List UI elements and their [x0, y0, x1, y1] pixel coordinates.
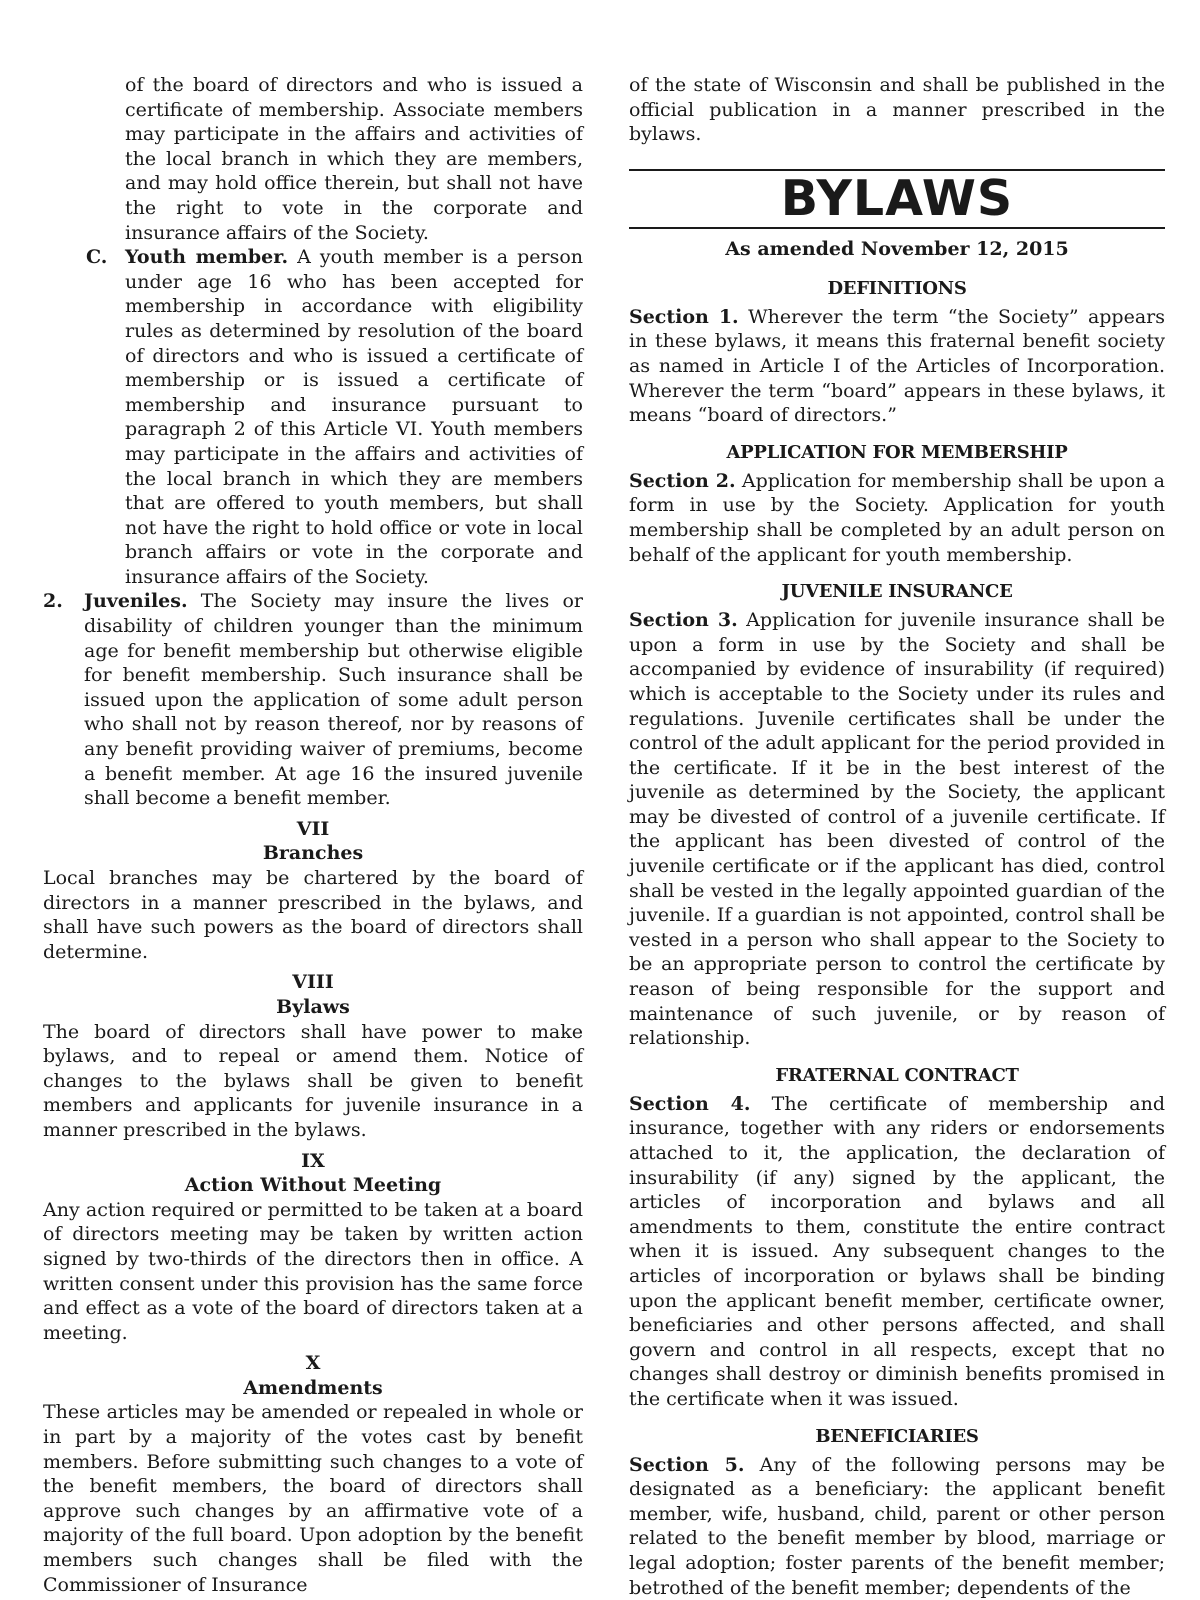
section-label: Section 1. — [629, 305, 739, 328]
item-label: 2. — [43, 590, 63, 613]
article-number: VIII — [292, 971, 334, 994]
article-number: VII — [296, 817, 330, 840]
section-paragraph — [629, 1092, 1165, 1412]
title-rule-bottom — [629, 227, 1165, 229]
section-heading: JUVENILE INSURANCE — [781, 581, 1013, 603]
item-label: C. — [86, 246, 108, 269]
article-title: Branches — [262, 842, 364, 865]
section-paragraph — [629, 1453, 1165, 1600]
section-label: Section 4. — [629, 1092, 751, 1115]
article-text: These articles may be amended or repealed in whole or in part by a majority of the votes cast by benefit members. Before submitting such changes to a vote of the benefit members, the board of directors shall approve such changes by an affirmative vote of a majority of the full board. Upon adoption by the benefit members such changes shall be filed with the Commissioner of Insurance — [43, 1401, 583, 1596]
item-title: Juveniles. — [84, 590, 188, 613]
section-paragraph — [629, 469, 1165, 567]
article-title: Bylaws — [276, 995, 350, 1018]
section-label: Section 5. — [629, 1453, 745, 1476]
section-label: Section 3. — [629, 609, 738, 632]
section-text: Application for juvenile insurance shall be upon a form in use by the Society and shall be accompanied by evidence of insurability (if required) which is acceptable to the Society under its rules and regulations. Juvenile certificates shall be under the control of the adult applicant for the period provided in the certificate. If it be in the best interest of the juvenile as determined by the Society, the applicant may be divested of control of a juvenile certificate. If the applicant has been divested of control of the juvenile certificate or if the applicant has died, control shall be vested in the legally appointed guardian of the juvenile. If a guardian is not appointed, control shall be vested in a person who shall appear to the Society to be an appropriate person to control the certificate by reason of being responsible for the support and maintenance of such juvenile, or by reason of relationship. — [629, 609, 1166, 1050]
associate-member-continuation: of the board of directors and who is issued a certificate of membership. Associate members may participate in the affairs and activities of the local branch in which they are members, and may hold office therein, but shall not have the right to vote in the corporate and insurance affairs of the Society. — [125, 74, 583, 244]
section-paragraph — [629, 608, 1165, 1051]
article-number: IX — [301, 1149, 325, 1172]
section-paragraph — [629, 305, 1165, 428]
section-text: Application for membership shall be upon a form in use by the Society. Application for youth membership shall be completed by an adult person on behalf of the applicant for youth membership. — [629, 469, 1165, 566]
article-text: Any action required or permitted to be taken at a board of directors meeting may be taken by written action signed by two-thirds of the directors then in office. A written consent under this provision has the same force and effect as a vote of the board of directors taken at a meeting. — [43, 1198, 583, 1344]
left-column — [43, 73, 583, 1597]
section-heading: DEFINITIONS — [827, 277, 967, 299]
section-text: Any of the following persons may be designated as a beneficiary: the applicant benefit member, wife, husband, child, parent or other person related to the benefit member by blood, marriage or legal adoption; foster parents of the benefit member; betrothed of the benefit member; dependents of the — [629, 1453, 1166, 1599]
item-text: The Society may insure the lives or disability of children younger than the minimum age for benefit membership but otherwise eligible for benefit membership. Such insurance shall be issued upon the application of some adult person who shall not by reason thereof, nor by reasons of any benefit providing waiver of premiums, become a benefit member. At age 16 the insured juvenile shall become a benefit member. — [84, 590, 583, 810]
section-heading: BENEFICIARIES — [815, 1425, 979, 1447]
bylaws-title: BYLAWS — [780, 169, 1014, 227]
youth-member-paragraph — [43, 245, 583, 589]
section-heading: FRATERNAL CONTRACT — [775, 1064, 1019, 1086]
section-heading: APPLICATION FOR MEMBERSHIP — [726, 441, 1068, 463]
section-text: Wherever the term “the Society” appears in these bylaws, it means this fraternal benefit society as named in Article I of the Articles of Incorporation. Wherever the term “board” appears in these bylaws, it means “board of directors.” — [629, 305, 1165, 427]
article-text: The board of directors shall have power to make bylaws, and to repeal or amend them. Notice of changes to the bylaws shall be given to benefit members and applicants for juvenile insurance in a manner prescribed in the bylaws. — [43, 1020, 583, 1141]
articles-continuation: of the state of Wisconsin and shall be published in the official publication in a manner prescribed in the bylaws. — [629, 74, 1165, 146]
amended-date: As amended November 12, 2015 — [725, 237, 1069, 260]
section-label: Section 2. — [629, 469, 736, 492]
item-text: A youth member is a person under age 16 who has been accepted for membership in accordance with eligibility rules as determined by resolution of the board of directors and who is issued a certificate of membership or is issued a certificate of membership and insurance pursuant to paragraph 2 of this Article VI. Youth members may participate in the affairs and activities of the local branch in which they are members that are offered to youth members, but shall not have the right to hold office or vote in local branch affairs or vote in the corporate and insurance affairs of the Society. — [125, 246, 584, 588]
article-text: Local branches may be chartered by the board of directors in a manner prescribed in the bylaws, and shall have such powers as the board of directors shall determine. — [43, 867, 583, 963]
article-title: Action Without Meeting — [184, 1174, 442, 1197]
right-column — [629, 73, 1165, 1600]
article-title: Amendments — [243, 1376, 383, 1399]
item-title: Youth member. — [125, 246, 289, 269]
article-number: X — [305, 1352, 321, 1375]
juveniles-paragraph — [43, 589, 583, 810]
section-text: The certificate of membership and insurance, together with any riders or endorsements attached to it, the application, the declaration of insurability (if any) signed by the applicant, the articles of incorporation and bylaws and all amendments to them, constitute the entire contract when it is issued. Any subsequent changes to the articles of incorporation or bylaws shall be binding upon the applicant benefit member, certificate owner, beneficiaries and other persons affected, and shall govern and control in all respects, except that no changes shall destroy or diminish benefits promised in the certificate when it was issued. — [629, 1092, 1165, 1410]
